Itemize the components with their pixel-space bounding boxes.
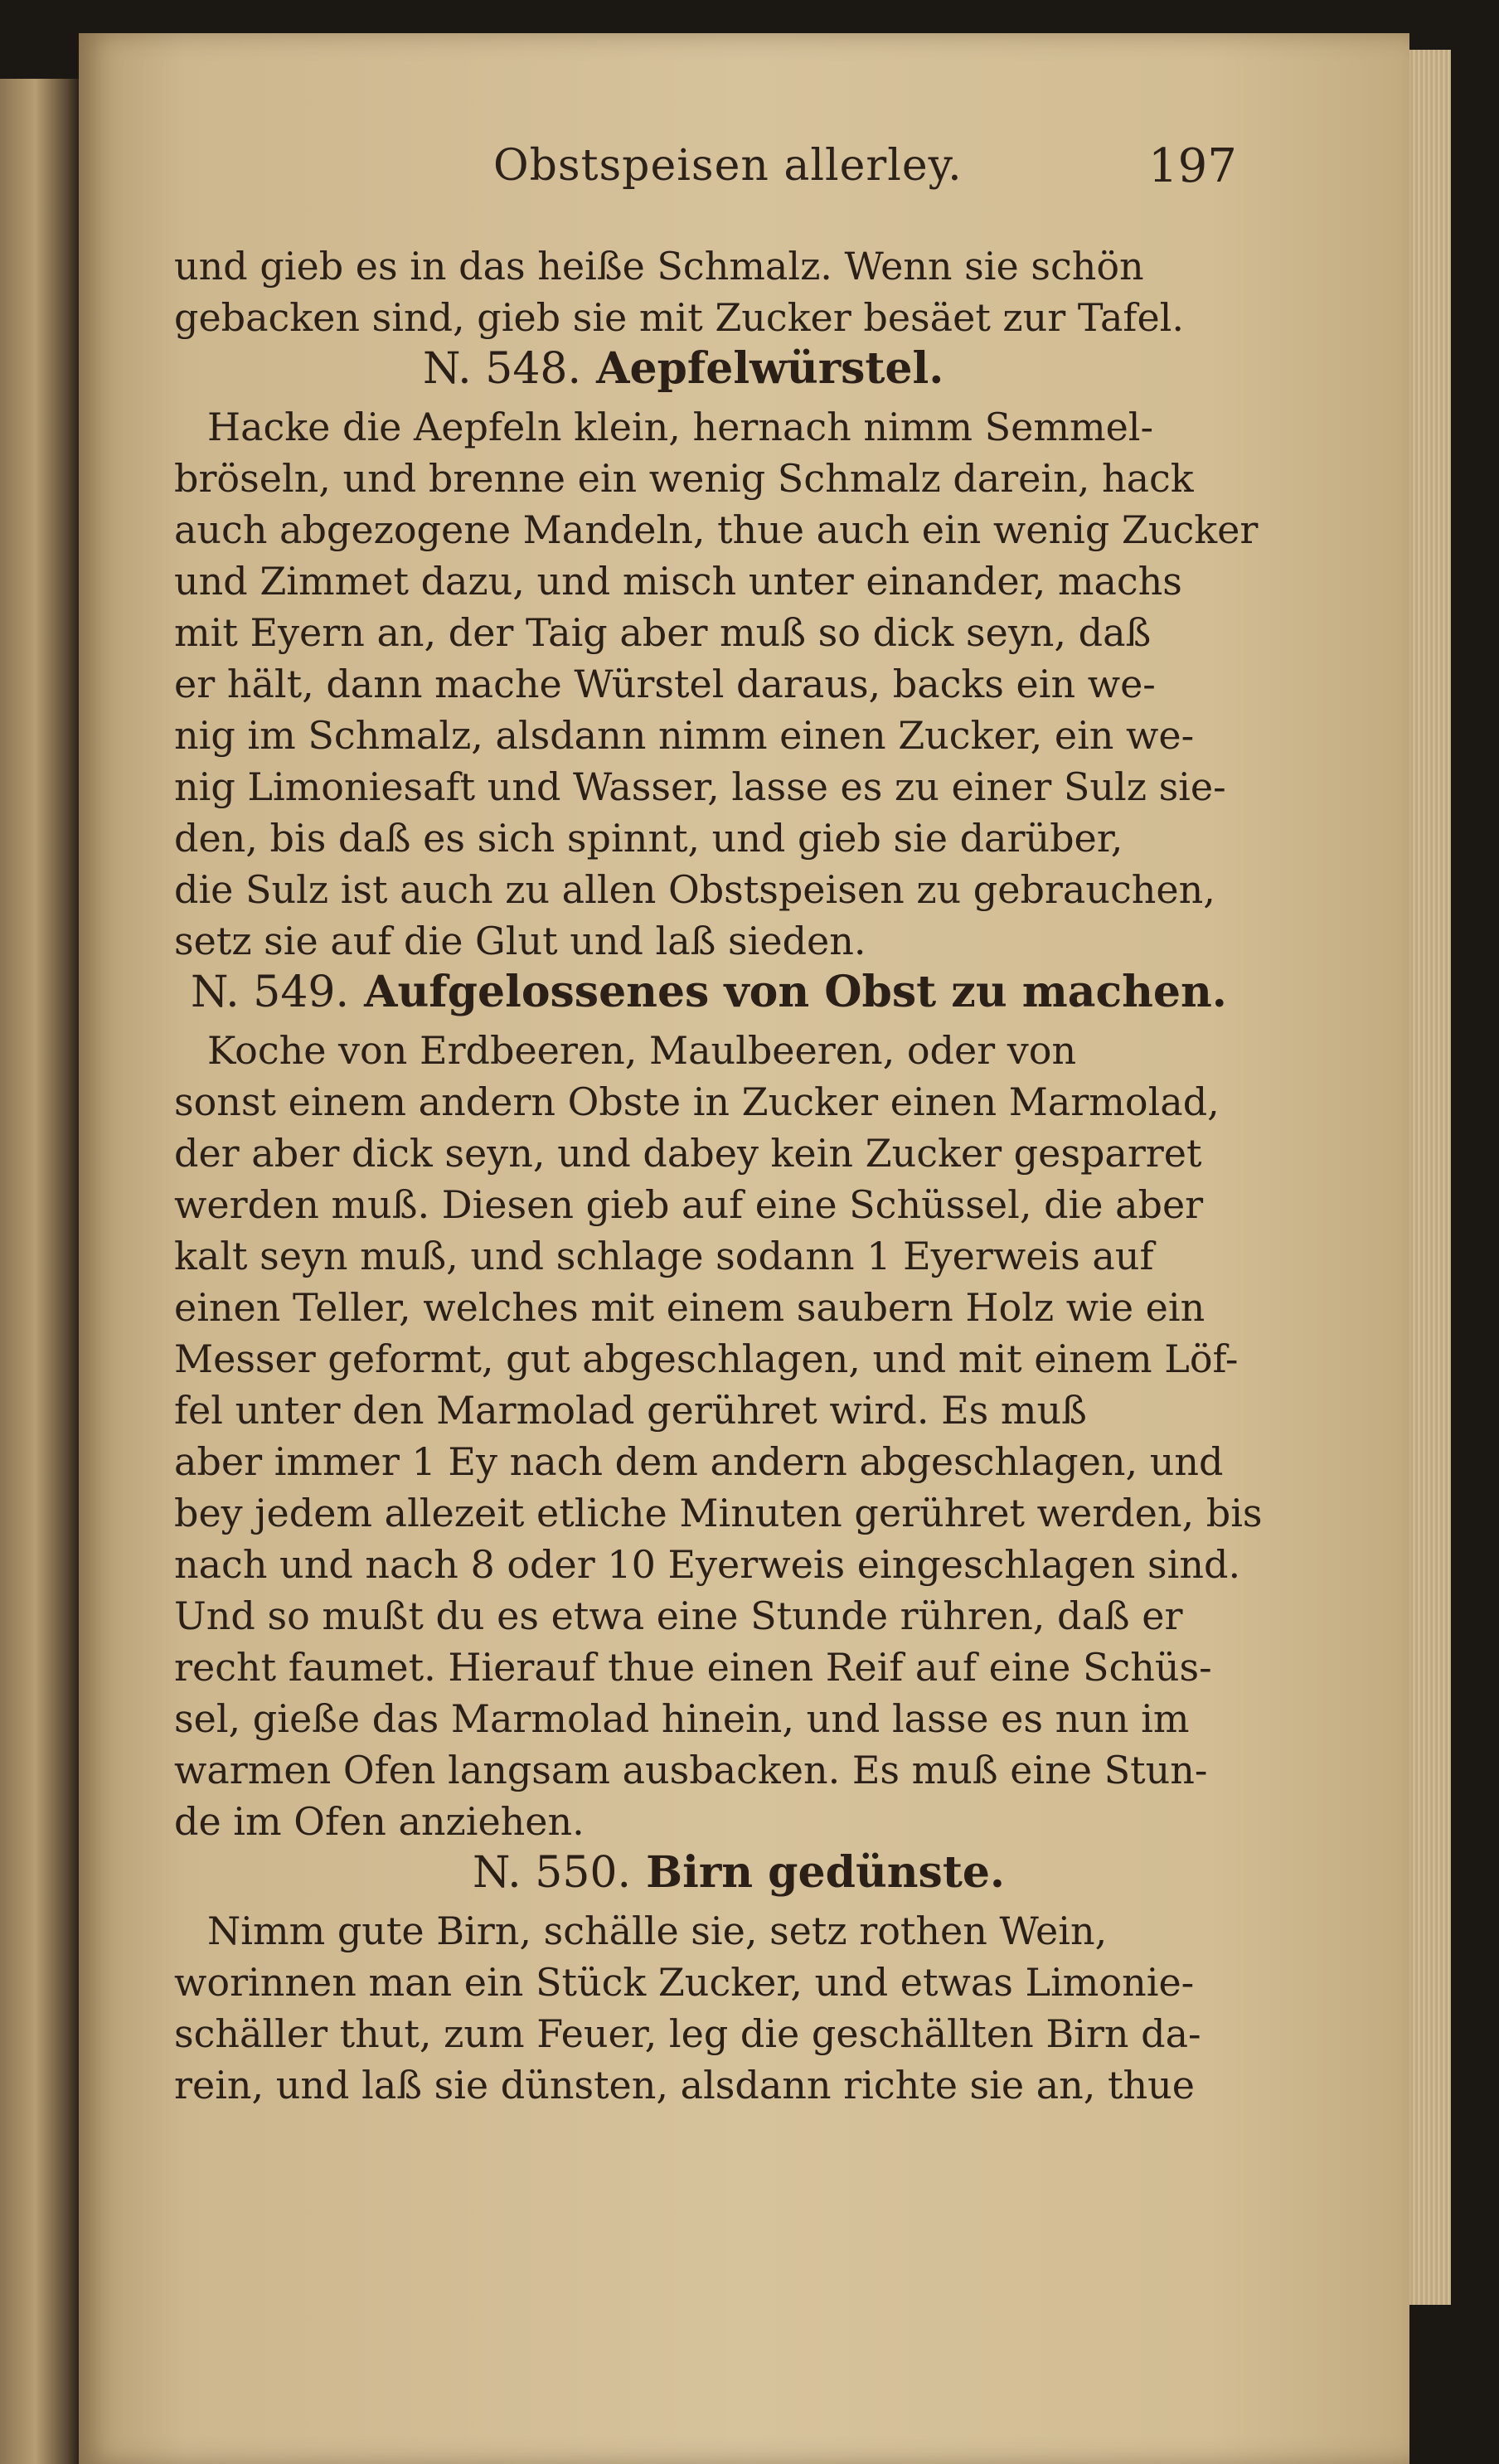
text-line: bey jedem allezeit etliche Minuten gerühret werden, bis bbox=[174, 1491, 1263, 1535]
text-line: kalt seyn muß, und schlage sodann 1 Eyerweis auf bbox=[174, 1234, 1154, 1278]
text-line: er hält, dann mache Würstel daraus, backs ein we- bbox=[174, 662, 1156, 706]
text-line: nig Limoniesaft und Wasser, lasse es zu einer Sulz sie- bbox=[174, 764, 1226, 809]
text-line: worinnen man ein Stück Zucker, und etwas Limonie- bbox=[174, 1960, 1195, 2005]
text-line: fel unter den Marmolad gerühret wird. Es muß bbox=[174, 1388, 1087, 1433]
recipe-heading-550 bbox=[174, 1847, 1293, 1905]
text-line: auch abgezogene Mandeln, thue auch ein wenig Zucker bbox=[174, 507, 1259, 552]
text-line: sonst einem andern Obste in Zucker einen Marmolad, bbox=[174, 1079, 1220, 1124]
recipe-number: N. 550. bbox=[473, 1848, 632, 1898]
text-line: werden muß. Diesen gieb auf eine Schüssel, die aber bbox=[174, 1182, 1204, 1227]
page-header bbox=[493, 133, 1322, 207]
recipe-title: Aepfelwürstel. bbox=[596, 343, 944, 394]
text-line: schäller thut, zum Feuer, leg die geschällten Birn da- bbox=[174, 2011, 1201, 2056]
text-line: aber immer 1 Ey nach dem andern abgeschlagen, und bbox=[174, 1439, 1224, 1484]
text-line: und Zimmet dazu, und misch unter einander, machs bbox=[174, 559, 1182, 604]
text-line: einen Teller, welches mit einem saubern Holz wie ein bbox=[174, 1285, 1206, 1330]
recipe-heading-548 bbox=[174, 343, 1293, 401]
running-head: Obstspeisen allerley. bbox=[493, 141, 963, 191]
text-line: recht faumet. Hierauf thue einen Reif auf eine Schüs- bbox=[174, 1645, 1212, 1690]
body-text bbox=[174, 240, 1293, 2111]
text-line: setz sie auf die Glut und laß sieden. bbox=[174, 919, 866, 963]
text-line: gebacken sind, gieb sie mit Zucker besäet zur Tafel. bbox=[174, 295, 1185, 340]
page-number: 197 bbox=[1148, 139, 1237, 193]
facing-page-edge bbox=[0, 79, 79, 2464]
text-line: und gieb es in das heiße Schmalz. Wenn sie schön bbox=[174, 244, 1144, 289]
text-line: nach und nach 8 oder 10 Eyerweis eingeschlagen sind. bbox=[174, 1542, 1241, 1587]
text-line: bröseln, und brenne ein wenig Schmalz darein, hack bbox=[174, 456, 1194, 501]
text-line: Hacke die Aepfeln klein, hernach nimm Semmel- bbox=[207, 405, 1154, 449]
text-line: nig im Schmalz, alsdann nimm einen Zucker, ein we- bbox=[174, 713, 1195, 758]
recipe-number: N. 548. bbox=[423, 344, 582, 394]
recipe-title: Aufgelossenes von Obst zu machen. bbox=[364, 967, 1227, 1017]
text-line: Und so mußt du es etwa eine Stunde rühren, daß er bbox=[174, 1593, 1183, 1638]
recipe-heading-549 bbox=[174, 967, 1293, 1025]
text-line: die Sulz ist auch zu allen Obstspeisen zu gebrauchen, bbox=[174, 867, 1215, 912]
text-line: rein, und laß sie dünsten, alsdann richte sie an, thue bbox=[174, 2063, 1195, 2107]
recipe-title: Birn gedünste. bbox=[646, 1847, 1006, 1898]
text-line: Nimm gute Birn, schälle sie, setz rothen Wein, bbox=[207, 1909, 1108, 1953]
page-stack-edge bbox=[1409, 50, 1451, 2305]
text-line: Koche von Erdbeeren, Maulbeeren, oder von bbox=[207, 1028, 1077, 1073]
text-line: den, bis daß es sich spinnt, und gieb sie darüber, bbox=[174, 816, 1123, 861]
recipe-number: N. 549. bbox=[191, 968, 350, 1017]
text-line: Messer geformt, gut abgeschlagen, und mit einem Löf- bbox=[174, 1336, 1239, 1381]
text-line: warmen Ofen langsam ausbacken. Es muß eine Stun- bbox=[174, 1748, 1208, 1792]
text-line: de im Ofen anziehen. bbox=[174, 1799, 585, 1844]
text-line: sel, gieße das Marmolad hinein, und lasse es nun im bbox=[174, 1696, 1190, 1741]
text-line: mit Eyern an, der Taig aber muß so dick seyn, daß bbox=[174, 610, 1152, 655]
text-line: der aber dick seyn, und dabey kein Zucker gesparret bbox=[174, 1131, 1202, 1176]
